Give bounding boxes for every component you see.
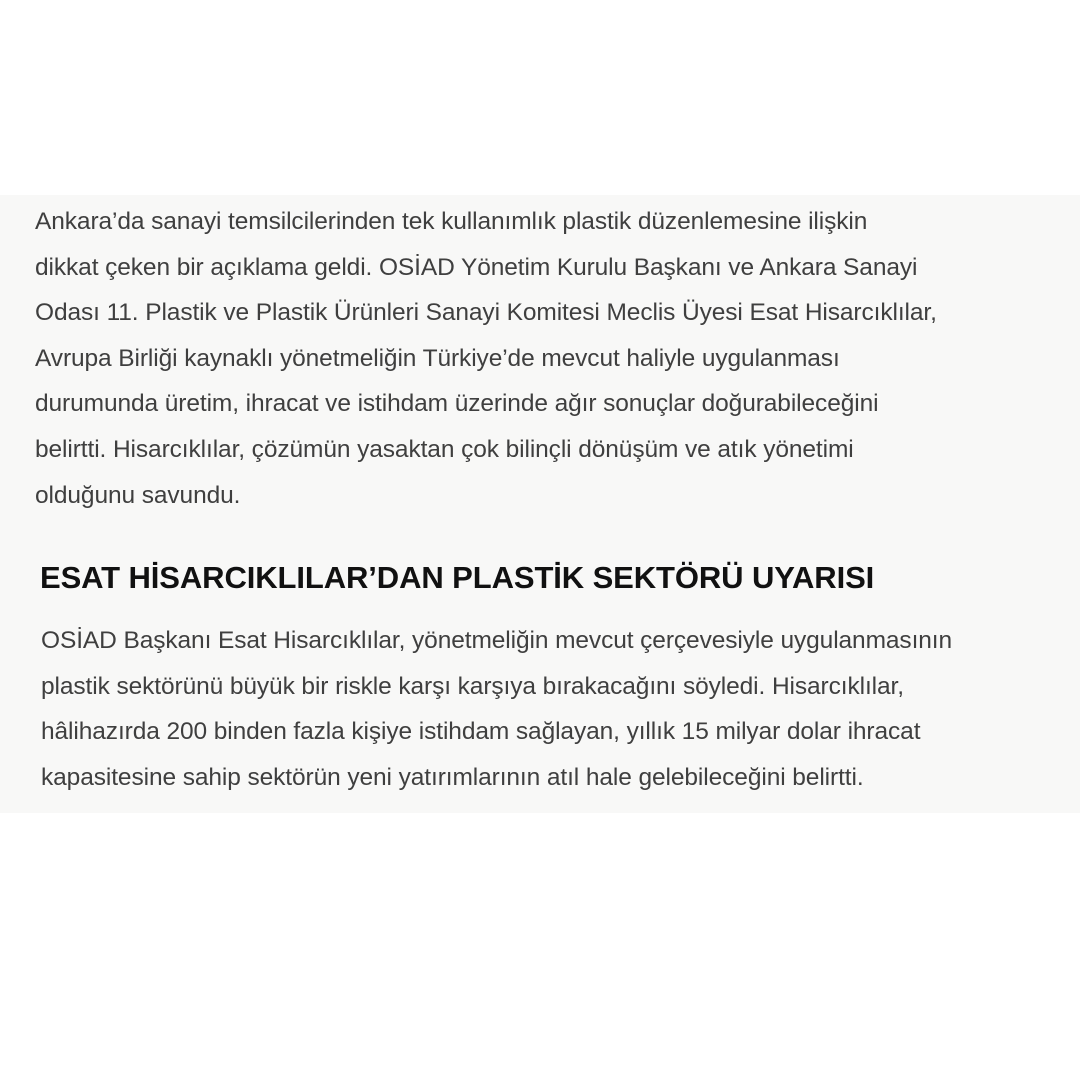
body-line: OSİAD Başkanı Esat Hisarcıklılar, yönetmeliğin mevcut çerçevesiyle uygulanmasının: [41, 627, 953, 654]
intro-line: Avrupa Birliği kaynaklı yönetmeliğin Türkiye’de mevcut haliyle uygulanması: [35, 344, 840, 372]
intro-line: olduğunu savundu.: [35, 481, 241, 509]
body-line: kapasitesine sahip sektörün yeni yatırımlarının atıl hale gelebileceğini belirtti.: [41, 763, 864, 791]
intro-line: durumunda üretim, ihracat ve istihdam üzerinde ağır sonuçlar doğurabileceğini: [35, 390, 879, 418]
body-paragraph: [41, 618, 952, 800]
body-line: plastik sektörünü büyük bir riskle karşı karşıya bırakacağını söyledi. Hisarcıklılar,: [41, 672, 904, 700]
intro-line: dikkat çeken bir açıklama geldi. OSİAD Yönetim Kurulu Başkanı ve Ankara Sanayi: [35, 253, 918, 281]
intro-line: Ankara’da sanayi temsilcilerinden tek kullanımlık plastik düzenlemesine ilişkin: [35, 208, 868, 235]
article-panel: [0, 195, 1080, 813]
section-heading: ESAT HİSARCIKLILAR’DAN PLASTİK SEKTÖRÜ UYARISI: [40, 560, 875, 595]
intro-line: belirtti. Hisarcıklılar, çözümün yasaktan çok bilinçli dönüşüm ve atık yönetimi: [35, 435, 854, 463]
intro-paragraph: [35, 199, 937, 518]
body-line: hâlihazırda 200 binden fazla kişiye istihdam sağlayan, yıllık 15 milyar dolar ihracat: [41, 718, 921, 746]
intro-line: Odası 11. Plastik ve Plastik Ürünleri Sanayi Komitesi Meclis Üyesi Esat Hisarcıklılar,: [35, 299, 937, 327]
